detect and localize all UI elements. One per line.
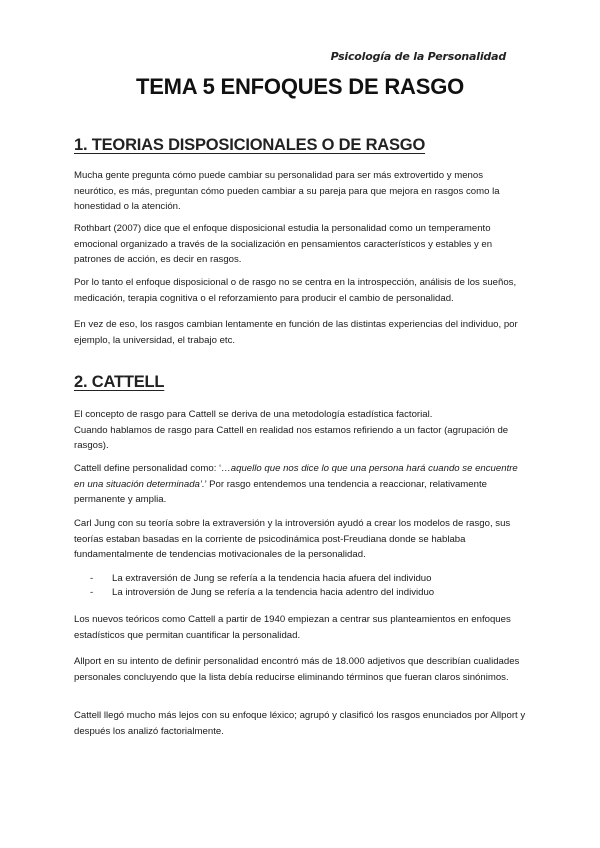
- bullet-text: La extraversión de Jung se refería a la tendencia hacia afuera del individuo: [112, 573, 432, 584]
- section-2-paragraph-4: Los nuevos teóricos como Cattell a partir de 1940 empiezan a centrar sus planteamientos en enfoques estadísticos que permitan cuantificar la personalidad.: [74, 614, 511, 641]
- section-1-paragraph-2: Rothbart (2007) dice que el enfoque disposicional estudia la personalidad como un temperamento emocional organizado a través de la socialización en pensamientos característicos y estables y en patrones de acción, es decir en rasgos.: [74, 223, 493, 265]
- section-2-paragraph-1-line-2: Cuando hablamos de rasgo para Cattell en realidad nos estamos refiriendo a un factor (agrupación de rasgos).: [74, 424, 509, 451]
- cattell-definition-quote: …aquello que nos dice lo que una persona hará cuando se encuentre en una situación determinada’.: [74, 463, 518, 490]
- section-2-paragraph-2: [74, 461, 526, 508]
- section-2-paragraph-3: Carl Jung con su teoría sobre la extraversión y la introversión ayudó a crear los modelos de rasgo, sus teorías estaban basadas en la corriente de psicodinámica post-Freudiana donde se hablaba fundamentalmente de tendencias motivacionales de la personalidad.: [74, 518, 511, 560]
- cattell-definition-rest: ’ Por rasgo entendemos una tendencia a reaccionar, relativamente permanente y amplia.: [74, 478, 487, 505]
- section-1-paragraph-4: En vez de eso, los rasgos cambian lentamente en función de las distintas experiencias del individuo, por ejemplo, la universidad, el trabajo etc.: [74, 319, 518, 346]
- bullet-dash: -: [90, 573, 94, 584]
- bullet-item: [74, 586, 526, 600]
- bullet-text: La introversión de Jung se refería a la tendencia hacia adentro del individuo: [112, 587, 435, 598]
- section-2-paragraph-5: Allport en su intento de definir personalidad encontró más de 18.000 adjetivos que describían cualidades personales concluyendo que la lista debía reducirse eliminando términos que fueran claros sinónimos.: [74, 656, 520, 683]
- section-2-paragraph-1-line-1: El concepto de rasgo para Cattell se deriva de una metodología estadística factorial.: [74, 409, 433, 420]
- section-2-paragraph-6: Cattell llegó mucho más lejos con su enfoque léxico; agrupó y clasificó los rasgos enunciados por Allport y después los analizó factorialmente.: [74, 710, 526, 737]
- jung-bullet-list: [74, 572, 526, 600]
- document-title: TEMA 5 ENFOQUES DE RASGO: [135, 74, 465, 99]
- cattell-definition-intro: Cattell define personalidad como: ‘: [74, 463, 222, 474]
- section-1-paragraph-3: Por lo tanto el enfoque disposicional o de rasgo no se centra en la introspección, análisis de los sueños, medicación, terapia cognitiva o el reforzamiento para producir el cambio de personalidad.: [74, 277, 517, 304]
- running-header: Psicología de la Personalidad: [330, 50, 506, 63]
- section-2-paragraph-1: [74, 407, 526, 454]
- bullet-item: [74, 572, 526, 586]
- section-1-heading: 1. TEORIAS DISPOSICIONALES O DE RASGO: [74, 136, 426, 154]
- bullet-dash: -: [90, 587, 94, 598]
- section-2-heading: 2. CATTELL: [74, 373, 165, 391]
- section-1-paragraph-1: Mucha gente pregunta cómo puede cambiar su personalidad para ser más extrovertido y menos neurótico, es más, preguntan cómo pueden cambiar a su pareja para que mejora en rasgos como la honestidad o la atención.: [74, 170, 500, 212]
